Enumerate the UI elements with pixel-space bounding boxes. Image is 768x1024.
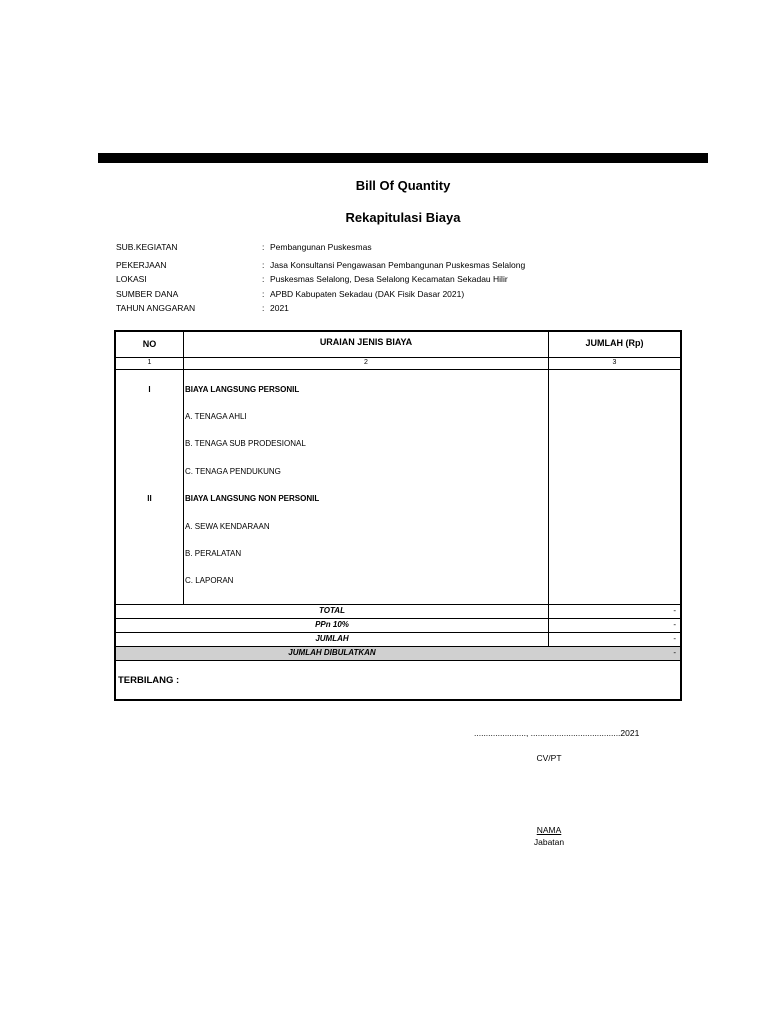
top-rule (98, 153, 708, 163)
col-divider-no (183, 332, 184, 605)
info-label: LOKASI (116, 274, 147, 284)
header-no: NO (142, 339, 157, 349)
info-colon: : (262, 303, 265, 313)
info-label: TAHUN ANGGARAN (116, 303, 196, 313)
info-value: Jasa Konsultansi Pengawasan Pembangunan Puskesmas Selalong (270, 260, 526, 270)
section-title: BIAYA LANGSUNG PERSONIL (185, 385, 300, 394)
info-colon: : (262, 260, 265, 270)
signature-company: CV/PT (536, 753, 562, 763)
summary-label-total: TOTAL (319, 606, 345, 615)
list-item: C. LAPORAN (185, 576, 234, 585)
info-value: APBD Kabupaten Sekadau (DAK Fisik Dasar 2021) (270, 289, 465, 299)
header-divider (116, 357, 680, 358)
info-colon: : (262, 242, 265, 252)
summary-label-ppn: PPn 10% (315, 620, 349, 629)
info-label: PEKERJAAN (116, 260, 167, 270)
summary-value-ppn: - (673, 620, 676, 629)
summary-divider (116, 660, 680, 661)
section-title: BIAYA LANGSUNG NON PERSONIL (185, 494, 320, 503)
signature-name: NAMA (536, 825, 562, 835)
signature-position: Jabatan (533, 837, 565, 847)
info-colon: : (262, 289, 265, 299)
column-number: 1 (147, 359, 152, 366)
summary-value-total: - (673, 606, 676, 615)
list-item: B. TENAGA SUB PRODESIONAL (185, 439, 306, 448)
summary-label-jumlah: JUMLAH (315, 634, 349, 643)
header-uraian: URAIAN JENIS BIAYA (319, 337, 413, 347)
document-title: Bill Of Quantity (355, 178, 451, 193)
document-subtitle: Rekapitulasi Biaya (345, 210, 461, 225)
cost-recap-table (114, 330, 682, 701)
info-colon: : (262, 274, 265, 284)
list-item: B. PERALATAN (185, 549, 242, 558)
column-number: 2 (364, 359, 368, 366)
signature-date-line: ......................, ......................................2021 (474, 728, 640, 738)
info-label: SUMBER DANA (116, 289, 179, 299)
summary-value-dibulatkan: - (673, 648, 676, 657)
info-value: 2021 (270, 303, 289, 313)
column-number: 3 (612, 359, 617, 366)
list-item: C. TENAGA PENDUKUNG (185, 467, 281, 476)
section-number: I (148, 385, 151, 394)
info-value: Pembangunan Puskesmas (270, 242, 372, 252)
body-divider (116, 604, 680, 605)
header-jumlah: JUMLAH (Rp) (585, 338, 644, 348)
list-item: A. SEWA KENDARAAN (185, 522, 270, 531)
summary-label-dibulatkan: JUMLAH DIBULATKAN (288, 648, 376, 657)
info-value: Puskesmas Selalong, Desa Selalong Kecamatan Sekadau Hilir (270, 274, 508, 284)
summary-divider (116, 632, 680, 633)
section-number: II (147, 494, 152, 503)
summary-divider (116, 618, 680, 619)
summary-value-jumlah: - (673, 634, 676, 643)
info-label: SUB.KEGIATAN (116, 242, 178, 252)
terbilang-label: TERBILANG : (118, 675, 180, 686)
list-item: A. TENAGA AHLI (185, 412, 247, 421)
number-row-divider (116, 369, 680, 370)
